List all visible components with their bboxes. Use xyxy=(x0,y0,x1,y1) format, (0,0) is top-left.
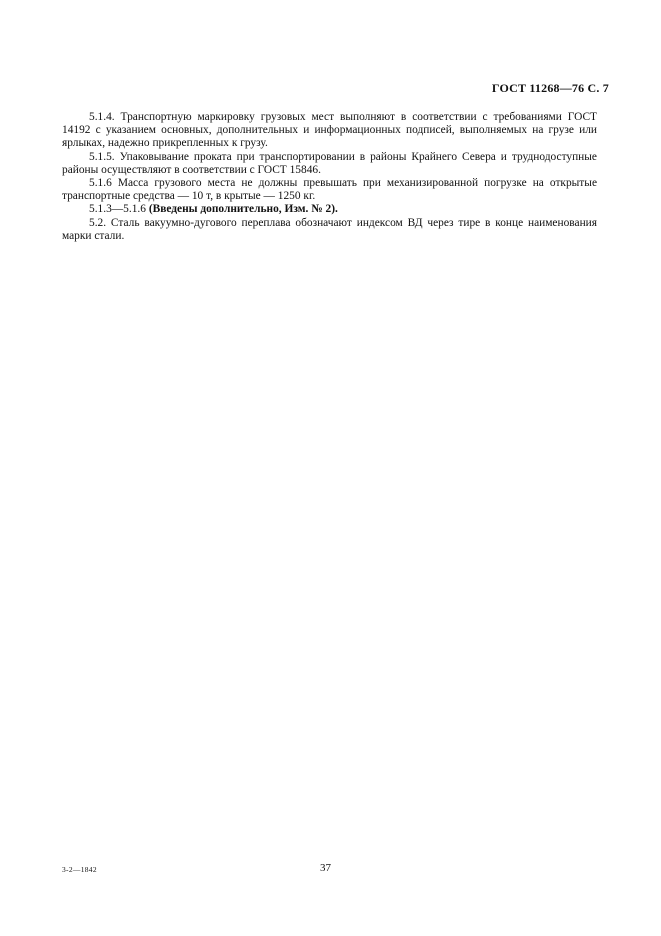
amendment-range: 5.1.3—5.1.6 xyxy=(89,203,149,216)
paragraph-amendment-note xyxy=(62,203,597,216)
paragraph-5-1-4: 5.1.4. Транспортную маркировку грузовых мест выполняют в соответствии с требованиями ГОСТ 14192 с указанием основных, дополнительных и информационных подписей, выполняемых на грузе или ярлыках, надежно прикрепленных к грузу. xyxy=(62,111,597,150)
paragraph-5-2: 5.2. Сталь вакуумно-дугового переплава обозначают индексом ВД через тире в конце наименования марки стали. xyxy=(62,216,597,242)
paragraph-5-1-6: 5.1.6 Масса грузового места не должны превышать при механизированной погрузке на открытые транспортные средства — 10 т, в крытые — 1250 кг. xyxy=(62,177,597,203)
paragraph-5-1-5: 5.1.5. Упаковывание проката при транспортировании в районы Крайнего Севера и труднодоступные районы осуществляют в соответствии с ГОСТ 15846. xyxy=(62,150,597,176)
page-number: 37 xyxy=(320,862,331,874)
amendment-text: (Введены дополнительно, Изм. № 2). xyxy=(148,203,338,216)
document-body xyxy=(62,111,597,243)
document-reference: ГОСТ 11268—76 С. 7 xyxy=(491,81,609,95)
print-code: 3-2—1842 xyxy=(62,865,97,874)
